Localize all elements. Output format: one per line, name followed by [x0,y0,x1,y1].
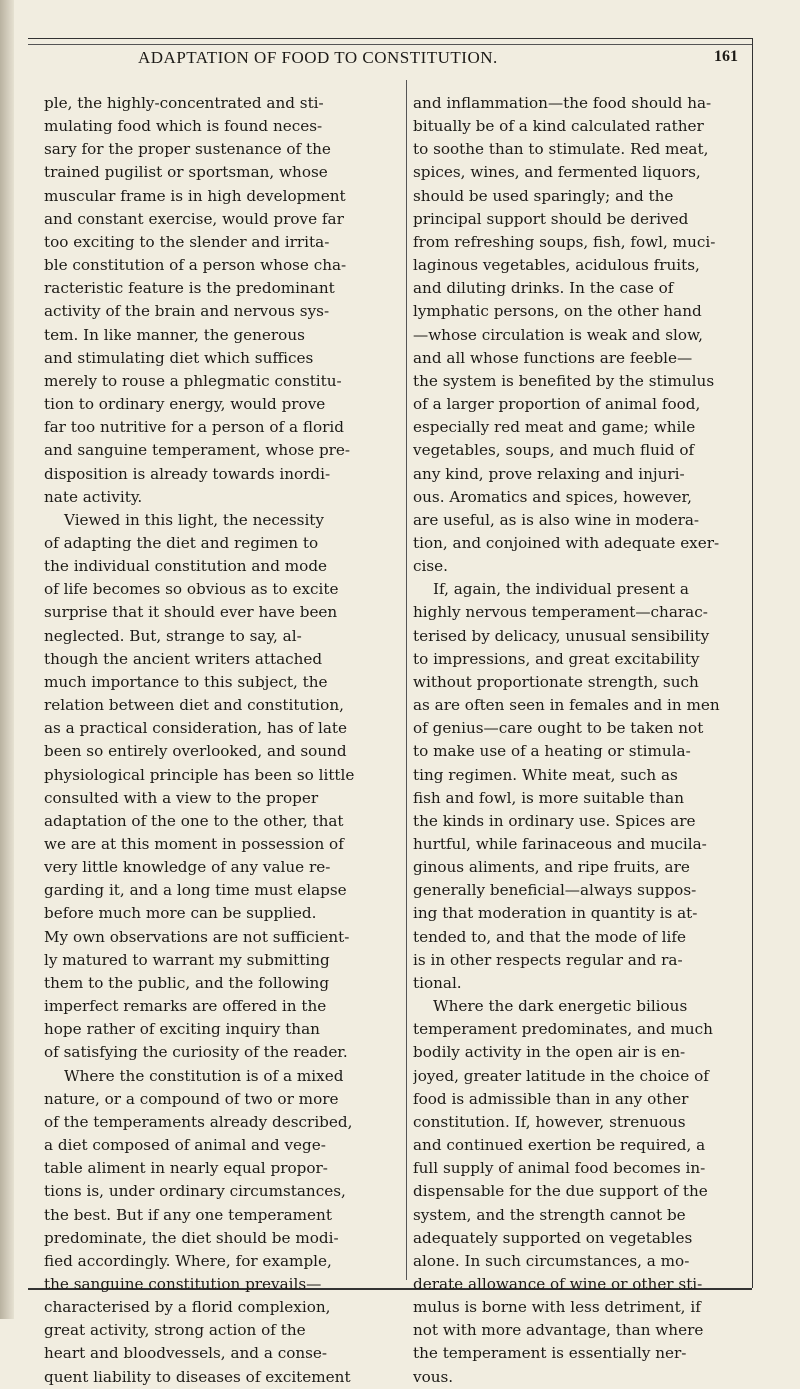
text-line: ing that moderation in quantity is at- [413,904,698,923]
text-line: as are often seen in females and in men [413,696,720,715]
text-line: the temperament is essentially ner- [413,1344,687,1363]
text-line: principal support should be derived [413,209,689,228]
text-line: and inflammation—the food should ha- [413,94,712,112]
column-divider [406,80,407,1280]
top-rule-inner [28,44,752,45]
text-line: the best. But if any one temperament [44,1205,332,1224]
text-line: ginous aliments, and ripe fruits, are [413,858,690,877]
text-line: to soothe than to stimulate. Red meat, [413,140,709,159]
text-line: muscular frame is in high development [44,186,346,205]
text-line: surprise that it should ever have been [44,603,338,622]
running-head: ADAPTATION OF FOOD TO CONSTITUTION. [138,48,498,67]
text-line: consulted with a view to the proper [44,788,319,807]
left-column [44,92,396,1389]
text-line: activity of the brain and nervous sys- [44,302,330,321]
text-line: and continued exertion be required, a [413,1136,706,1155]
text-line: table aliment in nearly equal propor- [44,1159,328,1178]
text-line: neglected. But, strange to say, al- [44,626,302,645]
text-line: terised by delicacy, unusual sensibility [413,626,710,645]
text-line: of adapting the diet and regimen to [44,533,319,552]
text-line: nate activity. [44,487,143,506]
text-line: constitution. If, however, strenuous [413,1112,686,1131]
text-line: too exciting to the slender and irrita- [44,232,330,251]
text-line: very little knowledge of any value re- [44,858,331,877]
text-line: disposition is already towards inordi- [44,464,331,483]
text-line: racteristic feature is the predominant [44,279,335,298]
text-line: of satisfying the curiosity of the reader. [44,1043,348,1062]
text-line: and all whose functions are feeble— [413,348,693,367]
text-line: much importance to this subject, the [44,672,328,691]
right-column [413,92,749,1389]
text-line: and sanguine temperament, whose pre- [44,441,351,460]
text-line: of life becomes so obvious as to excite [44,580,339,599]
text-line: as a practical consideration, has of late [44,719,348,738]
text-line: a diet composed of animal and vege- [44,1136,326,1155]
text-line: My own observations are not sufficient- [44,927,350,946]
text-line: adequately supported on vegetables [413,1228,693,1247]
right-rule [752,38,753,1288]
text-line: should be used sparingly; and the [413,186,674,205]
text-line: ble constitution of a person whose cha- [44,256,347,275]
text-line: —whose circulation is weak and slow, [413,325,704,344]
text-line: generally beneficial—always suppos- [413,881,697,900]
text-line: temperament predominates, and much [413,1020,713,1039]
right-column-text [413,92,749,1389]
text-line: characterised by a florid complexion, [44,1298,331,1317]
text-line: derate allowance of wine or other sti- [413,1274,703,1293]
text-line: far too nutritive for a person of a florid [44,418,344,437]
text-line: to make use of a heating or stimula- [413,742,691,761]
text-line: them to the public, and the following [44,973,330,992]
page-spine-shadow [0,0,14,1319]
text-line: hope rather of exciting inquiry than [44,1020,320,1039]
text-line: not with more advantage, than where [413,1321,704,1340]
text-line: fish and fowl, is more suitable than [413,788,685,807]
text-line: If, again, the individual present a [433,580,689,599]
top-rule [28,38,752,39]
text-line: the individual constitution and mode [44,557,328,576]
text-line: of a larger proportion of animal food, [413,395,701,414]
text-line: relation between diet and constitution, [44,696,344,715]
text-line: ple, the highly-concentrated and sti- [44,94,324,112]
text-line: garding it, and a long time must elapse [44,881,347,900]
text-line: vegetables, soups, and much fluid of [413,441,695,460]
text-line: is in other respects regular and ra- [413,950,683,969]
text-line: without proportionate strength, such [413,672,699,691]
text-line: tional. [413,973,462,992]
text-line: especially red meat and game; while [413,418,696,437]
text-line: the kinds in ordinary use. Spices are [413,811,696,830]
text-line: physiological principle has been so little [44,765,355,784]
text-line: any kind, prove relaxing and injuri- [413,464,685,483]
page-number: 161 [714,48,738,65]
text-line: food is admissible than in any other [413,1089,689,1108]
text-line: nature, or a compound of two or more [44,1089,339,1108]
text-line: highly nervous temperament—charac- [413,603,708,622]
text-line: to impressions, and great excitability [413,649,700,668]
text-line: vous. [413,1367,454,1386]
text-line: laginous vegetables, acidulous fruits, [413,256,700,275]
text-line: and constant exercise, would prove far [44,209,344,228]
text-line: tem. In like manner, the generous [44,325,305,344]
text-line: been so entirely overlooked, and sound [44,742,347,761]
text-line: cise. [413,557,448,576]
text-line: ous. Aromatics and spices, however, [413,487,692,506]
text-line: tion to ordinary energy, would prove [44,395,326,414]
text-line: great activity, strong action of the [44,1321,306,1340]
text-line: predominate, the diet should be modi- [44,1228,339,1247]
text-line: from refreshing soups, fish, fowl, muci- [413,232,716,251]
text-line: though the ancient writers attached [44,649,323,668]
text-line: tions is, under ordinary circumstances, [44,1182,346,1201]
text-line: Viewed in this light, the necessity [64,510,324,529]
text-line: Where the constitution is of a mixed [64,1066,344,1085]
text-line: before much more can be supplied. [44,904,317,923]
text-line: of genius—care ought to be taken not [413,719,704,738]
text-line: imperfect remarks are offered in the [44,997,327,1016]
text-line: spices, wines, and fermented liquors, [413,163,701,182]
page-header [38,48,738,78]
text-line: trained pugilist or sportsman, whose [44,163,328,182]
text-line: we are at this moment in possession of [44,835,344,853]
text-line: Where the dark energetic bilious [433,997,688,1016]
text-line: fied accordingly. Where, for example, [44,1251,332,1270]
text-line: quent liability to diseases of excitement [44,1367,351,1386]
text-line: ting regimen. White meat, such as [413,765,678,784]
text-line: lymphatic persons, on the other hand [413,302,702,321]
text-line: ly matured to warrant my submitting [44,950,330,969]
text-line: heart and bloodvessels, and a conse- [44,1344,328,1363]
text-line: mulus is borne with less detriment, if [413,1298,701,1317]
text-line: and stimulating diet which suffices [44,348,314,367]
text-line: are useful, as is also wine in modera- [413,510,700,529]
text-line: bodily activity in the open air is en- [413,1043,686,1062]
text-line: alone. In such circumstances, a mo- [413,1251,690,1270]
text-line: sary for the proper sustenance of the [44,140,331,159]
text-line: bitually be of a kind calculated rather [413,117,704,136]
text-line: tion, and conjoined with adequate exer- [413,533,720,552]
text-line: merely to rouse a phlegmatic constitu- [44,371,342,390]
text-line: joyed, greater latitude in the choice of [413,1066,709,1085]
text-line: and diluting drinks. In the case of [413,279,674,298]
text-line: system, and the strength cannot be [413,1205,686,1224]
text-line: dispensable for the due support of the [413,1182,708,1201]
text-line: mulating food which is found neces- [44,117,323,136]
text-line: tended to, and that the mode of life [413,927,686,946]
text-line: adaptation of the one to the other, that [44,811,344,830]
text-line: the sanguine constitution prevails— [44,1274,322,1293]
left-column-text [44,92,396,1389]
text-line: of the temperaments already described, [44,1112,353,1131]
text-line: full supply of animal food becomes in- [413,1159,706,1178]
text-line: the system is benefited by the stimulus [413,371,715,390]
text-line: hurtful, while farinaceous and mucila- [413,835,707,853]
